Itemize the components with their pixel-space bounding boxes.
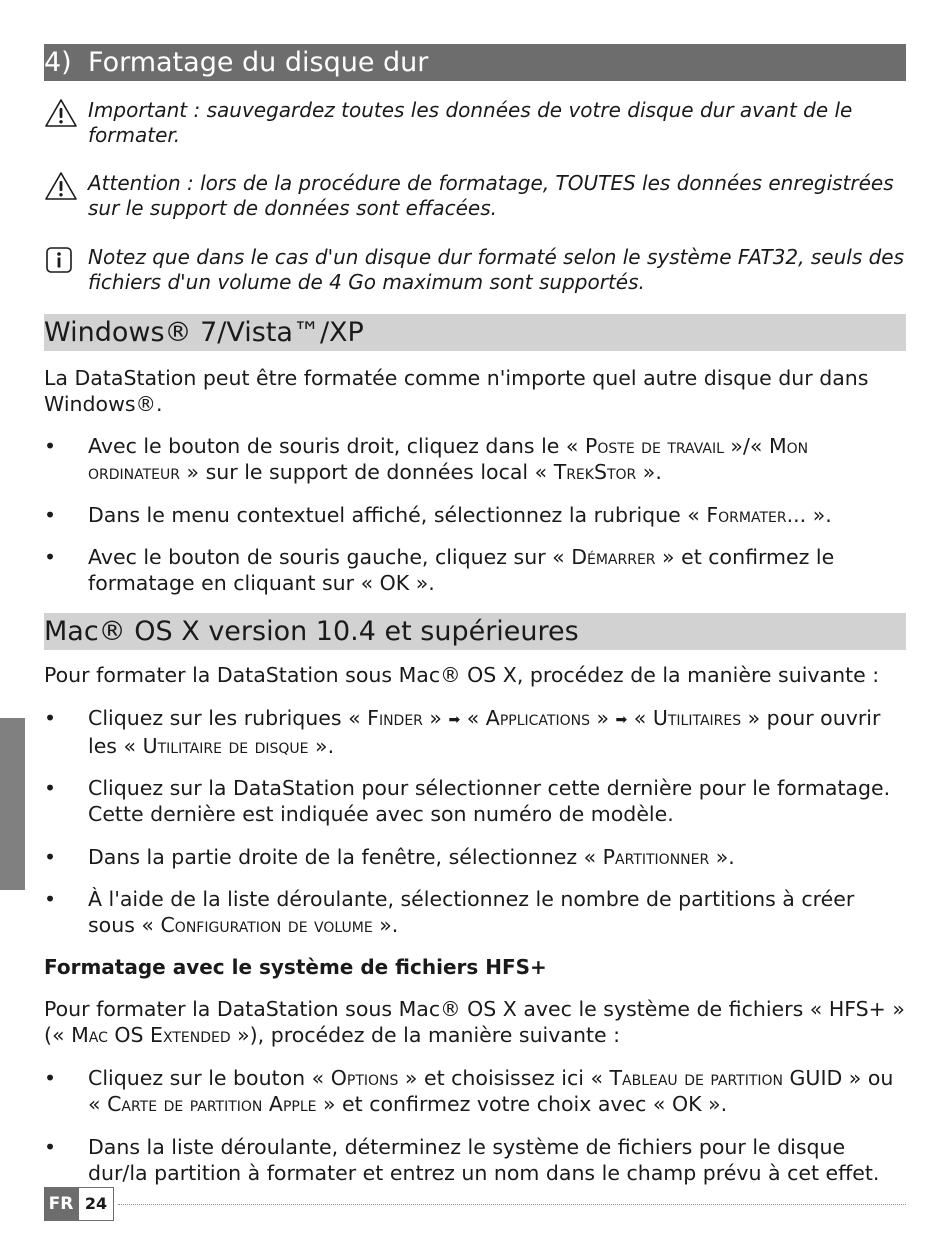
footer-dotted-line	[118, 1204, 906, 1205]
page-footer	[44, 1187, 906, 1221]
notice-attention	[44, 171, 906, 221]
language-badge: FR	[44, 1187, 78, 1221]
page-number: 24	[78, 1187, 114, 1221]
windows-intro: La DataStation peut être formatée comme n'importe quel autre disque dur dans Windows®.	[44, 366, 869, 416]
list-item: • Dans le menu contextuel affiché, sélectionnez la rubrique « Formater... ».	[44, 503, 832, 527]
list-item: • Avec le bouton de souris droit, cliquez dans le « Poste de travail »/« Mon ordinateur » sur le support de données local « TrekStor ».	[44, 434, 809, 484]
list-item: • Dans la partie droite de la fenêtre, sélectionnez « Partitionner ».	[44, 845, 735, 869]
notice-info	[44, 245, 906, 295]
bullet-marker: •	[44, 1135, 57, 1159]
mac-intro: Pour formater la DataStation sous Mac® OS X, procédez de la manière suivante :	[44, 663, 880, 687]
notice-important-text: Important : sauvegardez toutes les données de votre disque dur avant de le formater.	[88, 98, 853, 147]
notice-attention-text: Attention : lors de la procédure de formatage, TOUTES les données enregistrées sur le support de données sont effacées.	[88, 171, 894, 220]
bullet-marker: •	[44, 503, 57, 527]
bullet-marker: •	[44, 887, 57, 911]
list-item: • Cliquez sur le bouton « Options » et choisissez ici « Tableau de partition GUID » ou « Carte de partition Apple » et confirmez votre choix avec « OK ».	[44, 1066, 894, 1116]
arrow-right-icon: ➡	[615, 712, 628, 728]
warning-triangle-icon	[44, 171, 78, 201]
mac-heading: Mac® OS X version 10.4 et supérieures	[44, 613, 906, 650]
list-item: • Cliquez sur la DataStation pour sélectionner cette dernière pour le formatage. Cette dernière est indiquée avec son numéro de modèle.	[44, 776, 891, 826]
side-tab-marker	[0, 718, 25, 890]
list-item: • À l'aide de la liste déroulante, sélectionnez le nombre de partitions à créer sous « Configuration de volume ».	[44, 887, 855, 937]
list-item: • Cliquez sur les rubriques « Finder » ➡ « Applications » ➡ « Utilitaires » pour ouvrir les « Utilitaire de disque ».	[44, 706, 881, 758]
bullet-marker: •	[44, 845, 57, 869]
bullet-marker: •	[44, 776, 57, 800]
warning-triangle-icon	[44, 98, 78, 128]
list-item: • Dans la liste déroulante, déterminez le système de fichiers pour le disque dur/la partition à formater et entrez un nom dans le champ prévu à cet effet.	[44, 1135, 880, 1185]
bullet-marker: •	[44, 706, 57, 730]
arrow-right-icon: ➡	[448, 712, 461, 728]
info-box-icon	[44, 245, 78, 275]
section-title-text: Formatage du disque dur	[88, 47, 429, 78]
notice-info-text: Notez que dans le cas d'un disque dur formaté selon le système FAT32, seuls des fichiers d'un volume de 4 Go maximum sont supportés.	[88, 245, 905, 294]
list-item: • Avec le bouton de souris gauche, cliquez sur « Démarrer » et confirmez le formatage en cliquant sur « OK ».	[44, 545, 835, 595]
page-content	[44, 44, 906, 1186]
section-title	[44, 44, 906, 81]
notice-important	[44, 98, 906, 148]
bullet-marker: •	[44, 1066, 57, 1090]
hfs-intro: Pour formater la DataStation sous Mac® OS X avec le système de fichiers « HFS+ » (« Mac OS Extended »), procédez de la manière suivante :	[44, 997, 905, 1047]
windows-heading: Windows® 7/Vista™/XP	[44, 314, 906, 351]
bullet-marker: •	[44, 545, 57, 569]
hfs-heading: Formatage avec le système de fichiers HFS+	[44, 955, 547, 979]
bullet-marker: •	[44, 434, 57, 458]
section-number: 4)	[44, 47, 72, 78]
